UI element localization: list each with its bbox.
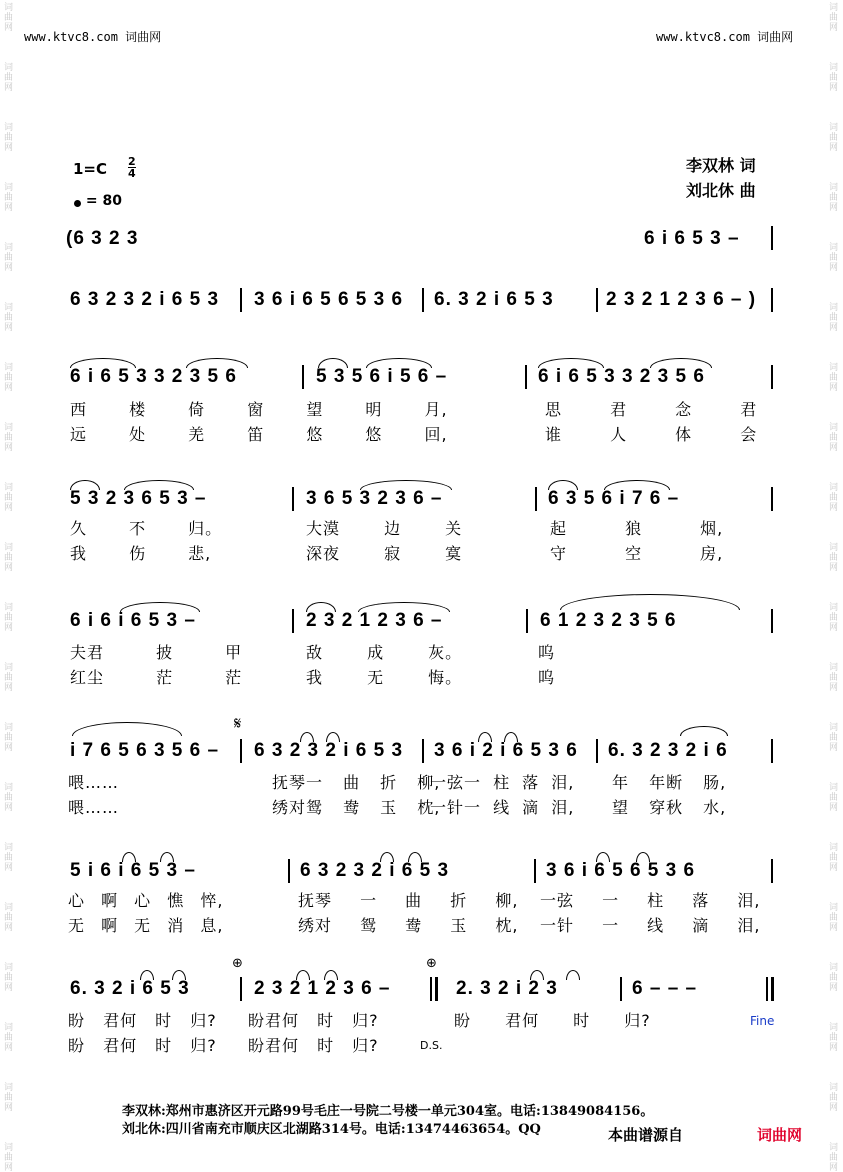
lyric-verse2: 守 空 房, xyxy=(550,544,724,563)
watermark-char: 曲 xyxy=(829,313,839,323)
watermark-char: 网 xyxy=(4,263,14,273)
watermark-char: 词 xyxy=(4,663,14,673)
notes-m2: 2 3 2 1 2 3 6 – xyxy=(254,978,391,999)
watermark-char: 词 xyxy=(4,963,14,973)
lyric-verse2: 盼君何 时 归? xyxy=(248,1036,379,1055)
watermark-char: 词 xyxy=(4,783,14,793)
lyric-verse1: 西 楼 倚 窗 望 明 月, xyxy=(70,400,448,419)
repeat-barline xyxy=(430,977,432,1001)
lyric-verse2: 无 啊 无 消 息, xyxy=(68,916,224,935)
notes-m3: 3 6 i 2 i 6 5 3 6 xyxy=(434,740,578,761)
site-url-left[interactable]: www.ktvc8.com 词曲网 xyxy=(24,30,162,44)
watermark-char: 曲 xyxy=(4,1093,14,1103)
notes-m1: i 7 6 5 6 3 5 6 – xyxy=(70,740,220,761)
slur xyxy=(72,722,182,736)
coda-icon: ⊕ xyxy=(232,956,243,971)
barline xyxy=(771,739,773,763)
meter-top: 2 xyxy=(128,155,136,168)
watermark-char: 曲 xyxy=(829,553,839,563)
watermark-char: 曲 xyxy=(829,373,839,383)
side-watermark-right xyxy=(829,0,843,1172)
watermark-char: 词 xyxy=(829,423,839,433)
lyric-verse2: 喂…… xyxy=(68,798,120,817)
watermark-char: 词 xyxy=(829,363,839,373)
barline xyxy=(596,288,598,312)
notes-m2: 6 3 2 3 2 i 6 5 3 xyxy=(300,860,450,881)
watermark-char: 词 xyxy=(4,183,14,193)
tempo-value: = 80 xyxy=(85,193,122,209)
watermark-char: 曲 xyxy=(829,133,839,143)
watermark-char: 曲 xyxy=(4,613,14,623)
lyric-verse1: 抚琴 一 曲 折 柳, xyxy=(298,891,519,910)
watermark-char: 网 xyxy=(829,743,839,753)
watermark-char: 词 xyxy=(4,243,14,253)
lyric-verse1: 大漠 边 关 xyxy=(306,519,463,538)
watermark-char: 网 xyxy=(4,683,14,693)
notes-m1: 6 3 2 3 2 i 6 5 3 xyxy=(70,289,220,310)
lyric-verse1: 敌 成 灰。 xyxy=(306,643,463,662)
intro-notes-2: 6 i 6 5 3 – xyxy=(644,228,740,249)
lyric-verse1: 盼君何 时 归? xyxy=(248,1011,379,1030)
barline xyxy=(771,288,773,312)
watermark-char: 网 xyxy=(829,323,839,333)
watermark-char: 词 xyxy=(4,723,14,733)
watermark-char: 曲 xyxy=(4,1153,14,1163)
watermark-char: 网 xyxy=(4,1163,14,1172)
watermark-char: 词 xyxy=(829,123,839,133)
watermark-char: 曲 xyxy=(4,13,14,23)
barline xyxy=(525,365,527,389)
coda-icon: ⊕ xyxy=(426,956,437,971)
notes-m3: 6 3 5 6 i 7 6 – xyxy=(548,488,680,509)
watermark-char: 网 xyxy=(829,503,839,513)
notes-m1: 6 i 6 i 6 5 3 – xyxy=(70,610,196,631)
watermark-char: 词 xyxy=(829,1083,839,1093)
watermark-char: 网 xyxy=(4,863,14,873)
barline xyxy=(535,487,537,511)
notes-m1: 6. 3 2 i 6 5 3 xyxy=(70,978,190,999)
watermark-char: 词 xyxy=(829,483,839,493)
watermark-char: 词 xyxy=(829,843,839,853)
watermark-char: 网 xyxy=(4,1103,14,1113)
watermark-char: 词 xyxy=(4,1023,14,1033)
watermark-char: 词 xyxy=(4,423,14,433)
watermark-char: 词 xyxy=(4,3,14,13)
lyric-verse2: 一针 一 线 滴 泪, xyxy=(540,916,761,935)
watermark-char: 词 xyxy=(829,963,839,973)
watermark-char: 曲 xyxy=(829,973,839,983)
watermark-char: 曲 xyxy=(4,673,14,683)
watermark-char: 曲 xyxy=(829,793,839,803)
notes-m2: 5 3 5 6 i 5 6 – xyxy=(316,366,448,387)
lyric-verse2: 望 穿秋 水, xyxy=(612,798,727,817)
slur xyxy=(566,970,580,980)
watermark-char: 词 xyxy=(829,183,839,193)
final-barline-thick xyxy=(771,977,774,1001)
brand-logo[interactable]: 词曲网 xyxy=(757,1126,803,1144)
fine-mark: Fine xyxy=(750,1014,775,1028)
watermark-char: 词 xyxy=(4,543,14,553)
notes-m4: 6 – – – xyxy=(632,978,698,999)
lyric-verse1: 久 不 归。 xyxy=(70,519,223,538)
lyric-verse1: 一弦一 柱 落 泪, xyxy=(430,773,575,792)
watermark-char: 网 xyxy=(829,1163,839,1172)
watermark-char: 网 xyxy=(829,83,839,93)
ds-mark: D.S. xyxy=(420,1039,443,1052)
lyric-verse1: 思 君 念 君 xyxy=(545,400,758,419)
key-signature: 1=C xyxy=(73,160,108,178)
watermark-char: 曲 xyxy=(829,73,839,83)
watermark-char: 曲 xyxy=(4,973,14,983)
watermark-char: 词 xyxy=(4,63,14,73)
lyric-verse2: 红尘 茫 茫 xyxy=(70,668,243,687)
barline xyxy=(771,487,773,511)
watermark-char: 词 xyxy=(829,1023,839,1033)
watermark-char: 网 xyxy=(4,383,14,393)
watermark-char: 曲 xyxy=(4,853,14,863)
watermark-char: 曲 xyxy=(829,433,839,443)
watermark-char: 词 xyxy=(4,843,14,853)
watermark-char: 词 xyxy=(4,363,14,373)
watermark-char: 词 xyxy=(829,3,839,13)
watermark-char: 词 xyxy=(4,1143,14,1153)
notes-m4: 2 3 2 1 2 3 6 – ) xyxy=(606,289,757,310)
watermark-char: 曲 xyxy=(829,193,839,203)
watermark-char: 曲 xyxy=(829,13,839,23)
lyric-verse2: 绣对 鸳 鸯 玉 枕, xyxy=(298,916,519,935)
watermark-char: 曲 xyxy=(4,733,14,743)
watermark-char: 网 xyxy=(829,1103,839,1113)
notes-m1: 5 i 6 i 6 5 3 – xyxy=(70,860,196,881)
watermark-char: 网 xyxy=(4,923,14,933)
watermark-char: 曲 xyxy=(4,913,14,923)
time-signature xyxy=(128,156,136,179)
watermark-char: 网 xyxy=(4,143,14,153)
watermark-char: 曲 xyxy=(4,493,14,503)
watermark-char: 曲 xyxy=(829,1153,839,1163)
watermark-char: 曲 xyxy=(829,853,839,863)
watermark-char: 网 xyxy=(829,1043,839,1053)
watermark-char: 曲 xyxy=(829,493,839,503)
watermark-char: 网 xyxy=(4,1043,14,1053)
watermark-char: 曲 xyxy=(4,193,14,203)
notes-m1: 5 3 2 3 6 5 3 – xyxy=(70,488,207,509)
barline xyxy=(422,288,424,312)
footer-composer-contact: 刘北休:四川省南充市顺庆区北湖路314号。电话:13474463654。QQ xyxy=(122,1122,541,1137)
watermark-char: 曲 xyxy=(4,433,14,443)
watermark-char: 网 xyxy=(4,203,14,213)
segno-icon: 𝄋 xyxy=(234,714,242,734)
notes-m2: 2 3 2 1 2 3 6 – xyxy=(306,610,443,631)
lyric-verse2: 谁 人 体 会 xyxy=(545,425,758,444)
watermark-char: 曲 xyxy=(4,253,14,263)
barline xyxy=(596,739,598,763)
watermark-char: 网 xyxy=(4,23,14,33)
lyric-verse1: 抚琴一 曲 折 柳, xyxy=(272,773,441,792)
watermark-char: 网 xyxy=(829,263,839,273)
tempo-mark xyxy=(74,193,122,209)
watermark-char: 曲 xyxy=(829,673,839,683)
watermark-char: 网 xyxy=(829,143,839,153)
notes-m3: 6 1 2 3 2 3 5 6 xyxy=(540,610,677,631)
notes-m4: 6. 3 2 3 2 i 6 xyxy=(608,740,728,761)
meter-bottom: 4 xyxy=(128,167,136,180)
barline xyxy=(288,859,290,883)
lyric-verse1: 年 年断 肠, xyxy=(612,773,727,792)
lyricist-credit: 李双林 词 xyxy=(686,156,756,175)
watermark-char: 词 xyxy=(829,663,839,673)
lyric-verse2: 绣对鸳 鸯 玉 枕, xyxy=(272,798,441,817)
watermark-char: 词 xyxy=(4,603,14,613)
watermark-char: 曲 xyxy=(829,613,839,623)
barline xyxy=(771,859,773,883)
watermark-char: 网 xyxy=(829,983,839,993)
watermark-char: 曲 xyxy=(829,913,839,923)
watermark-char: 网 xyxy=(829,563,839,573)
lyric-verse2: 一针一 线 滴 泪, xyxy=(430,798,575,817)
watermark-char: 曲 xyxy=(829,1093,839,1103)
watermark-char: 网 xyxy=(4,503,14,513)
watermark-char: 网 xyxy=(4,83,14,93)
lyric-verse1: 夫君 披 甲 xyxy=(70,643,243,662)
watermark-char: 曲 xyxy=(829,1033,839,1043)
watermark-char: 词 xyxy=(829,603,839,613)
watermark-char: 网 xyxy=(829,803,839,813)
watermark-char: 词 xyxy=(4,903,14,913)
final-barline xyxy=(766,977,768,1001)
watermark-char: 网 xyxy=(4,563,14,573)
site-url-right[interactable]: www.ktvc8.com 词曲网 xyxy=(656,30,794,44)
watermark-char: 曲 xyxy=(4,1033,14,1043)
barline xyxy=(292,487,294,511)
footer-lyricist-contact: 李双林:郑州市惠济区开元路99号毛庄一号院二号楼一单元304室。电话:13849084156。 xyxy=(122,1104,654,1119)
watermark-char: 曲 xyxy=(829,253,839,263)
watermark-char: 网 xyxy=(4,443,14,453)
watermark-char: 网 xyxy=(4,983,14,993)
watermark-char: 网 xyxy=(4,803,14,813)
watermark-char: 曲 xyxy=(4,133,14,143)
notes-m1: 6 i 6 5 3 3 2 3 5 6 xyxy=(70,366,237,387)
watermark-char: 词 xyxy=(829,63,839,73)
repeat-barline-thick xyxy=(435,977,438,1001)
barline xyxy=(240,739,242,763)
watermark-char: 词 xyxy=(4,483,14,493)
watermark-char: 网 xyxy=(4,323,14,333)
watermark-char: 网 xyxy=(829,383,839,393)
watermark-char: 词 xyxy=(829,723,839,733)
composer-credit: 刘北休 曲 xyxy=(686,181,756,200)
lyric-verse2: 我 伤 悲, xyxy=(70,544,212,563)
barline xyxy=(771,609,773,633)
lyric-verse1: 起 狼 烟, xyxy=(550,519,724,538)
watermark-char: 网 xyxy=(829,203,839,213)
lyric-verse1: 盼 君何 时 归? xyxy=(454,1011,651,1030)
quarter-note-icon xyxy=(74,200,81,207)
watermark-char: 曲 xyxy=(829,733,839,743)
lyric-verse2: 远 处 羌 笛 悠 悠 回, xyxy=(70,425,448,444)
watermark-char: 网 xyxy=(829,863,839,873)
watermark-char: 曲 xyxy=(4,373,14,383)
watermark-char: 网 xyxy=(829,623,839,633)
watermark-char: 网 xyxy=(4,623,14,633)
barline xyxy=(292,609,294,633)
watermark-char: 词 xyxy=(829,1143,839,1153)
lyric-verse1: 盼 君何 时 归? xyxy=(68,1011,217,1030)
watermark-char: 词 xyxy=(4,303,14,313)
watermark-char: 曲 xyxy=(4,793,14,803)
watermark-char: 词 xyxy=(4,1083,14,1093)
watermark-char: 词 xyxy=(829,243,839,253)
lyric-verse2: 深夜 寂 寞 xyxy=(306,544,463,563)
notes-m3: 6 i 6 5 3 3 2 3 5 6 xyxy=(538,366,705,387)
notes-m2: 3 6 5 3 2 3 6 – xyxy=(306,488,443,509)
watermark-char: 网 xyxy=(4,743,14,753)
lyric-verse1: 心 啊 心 憔 悴, xyxy=(68,891,224,910)
intro-notes-1: (6 3 2 3 xyxy=(66,228,139,249)
lyric-verse2: 盼 君何 时 归? xyxy=(68,1036,217,1055)
barline xyxy=(302,365,304,389)
watermark-char: 网 xyxy=(829,683,839,693)
watermark-char: 网 xyxy=(829,923,839,933)
barline xyxy=(422,739,424,763)
lyric-verse1: 呜 xyxy=(538,643,556,662)
watermark-char: 网 xyxy=(829,443,839,453)
watermark-char: 曲 xyxy=(4,313,14,323)
barline xyxy=(771,365,773,389)
watermark-char: 曲 xyxy=(4,73,14,83)
watermark-char: 词 xyxy=(829,903,839,913)
source-label: 本曲谱源自 xyxy=(608,1126,684,1144)
lyric-verse2: 呜 xyxy=(538,668,556,687)
notes-m2: 3 6 i 6 5 6 5 3 6 xyxy=(254,289,404,310)
watermark-char: 网 xyxy=(829,23,839,33)
notes-m2: 6 3 2 3 2 i 6 5 3 xyxy=(254,740,404,761)
barline xyxy=(534,859,536,883)
lyric-verse1: 喂…… xyxy=(68,773,120,792)
watermark-char: 词 xyxy=(829,303,839,313)
barline xyxy=(526,609,528,633)
side-watermark-left xyxy=(4,0,18,1172)
lyric-verse1: 一弦 一 柱 落 泪, xyxy=(540,891,761,910)
slur xyxy=(680,726,728,736)
watermark-char: 曲 xyxy=(4,553,14,563)
slur xyxy=(560,594,740,610)
barline xyxy=(240,288,242,312)
notes-m3: 2. 3 2 i 2 3 xyxy=(456,978,558,999)
notes-m3: 6. 3 2 i 6 5 3 xyxy=(434,289,554,310)
notes-m3: 3 6 i 6 5 6 5 3 6 xyxy=(546,860,696,881)
barline xyxy=(240,977,242,1001)
watermark-char: 词 xyxy=(4,123,14,133)
watermark-char: 词 xyxy=(829,543,839,553)
barline xyxy=(620,977,622,1001)
barline xyxy=(771,226,773,250)
watermark-char: 词 xyxy=(829,783,839,793)
lyric-verse2: 我 无 悔。 xyxy=(306,668,463,687)
